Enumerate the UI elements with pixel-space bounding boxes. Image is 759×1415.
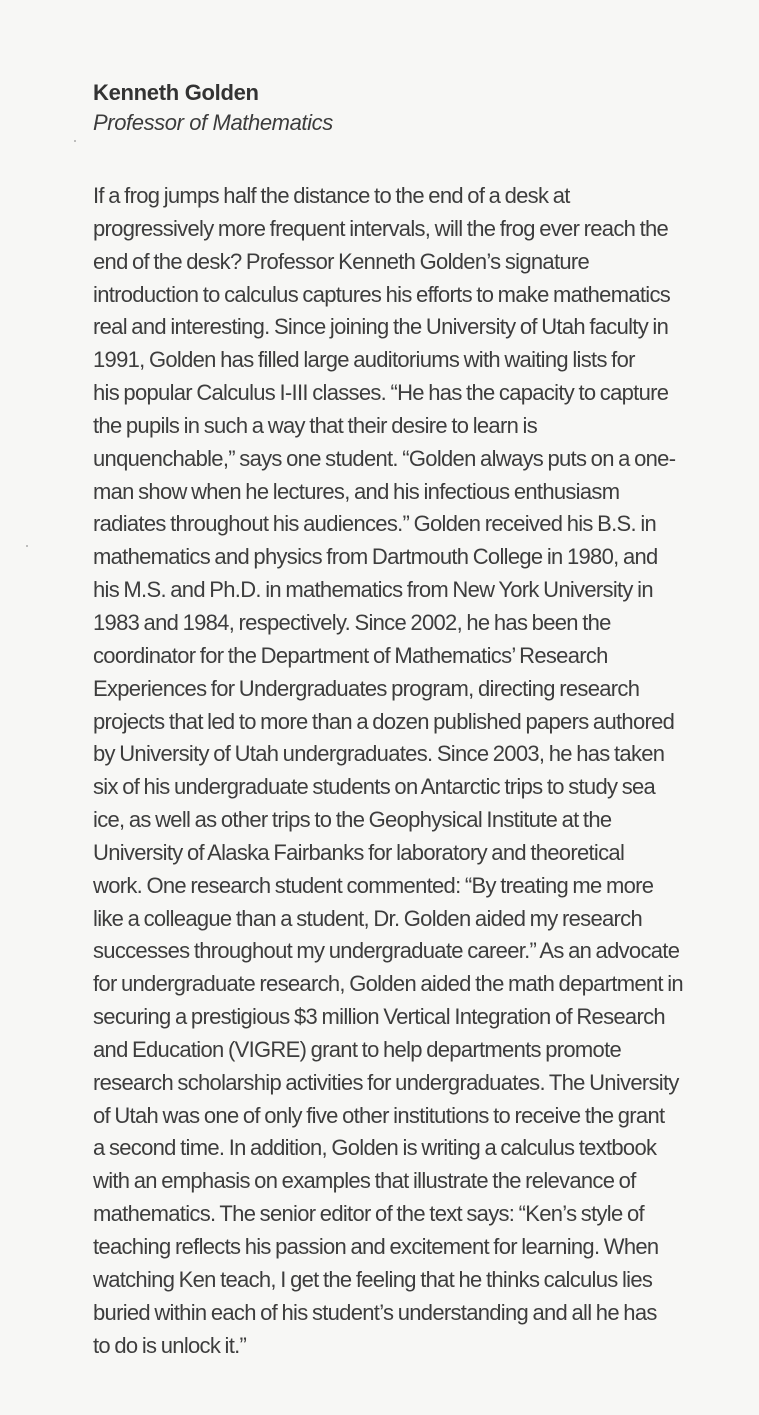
bio-line: If a frog jumps half the distance to the end of a desk at [93, 183, 570, 208]
bio-line: six of his undergraduate students on Antarctic trips to study sea [93, 774, 656, 800]
bio-line: coordinator for the Department of Mathematics’ Research [93, 642, 608, 668]
bio-line: University of Alaska Fairbanks for laboratory and theoretical [93, 839, 625, 865]
bio-line: of Utah was one of only five other institutions to receive the grant [93, 1102, 665, 1128]
profile-name: Kenneth Golden [93, 80, 259, 105]
bio-line: a second time. In addition, Golden is writing a calculus textbook [93, 1135, 657, 1161]
bio-line: Experiences for Undergraduates program, directing research [93, 675, 640, 701]
bio-line: 1991, Golden has filled large auditoriums with waiting lists for [93, 347, 635, 373]
bio-line: like a colleague than a student, Dr. Golden aided my research [93, 905, 642, 931]
bio-line: real and interesting. Since joining the University of Utah faculty in [93, 314, 669, 340]
bio-line: his popular Calculus I-III classes. “He has the capacity to capture [93, 380, 669, 406]
bio-line: end of the desk? Professor Kenneth Golden’s signature [93, 248, 590, 274]
bio-line: ice, as well as other trips to the Geophysical Institute at the [93, 807, 612, 833]
bio-line: 1983 and 1984, respectively. Since 2002, he has been the [93, 609, 611, 635]
bio-line: teaching reflects his passion and excitement for learning. When [93, 1234, 659, 1259]
bio-paragraph [93, 180, 713, 1362]
bio-line: introduction to calculus captures his efforts to make mathematics [93, 281, 671, 307]
bio-line: progressively more frequent intervals, will the frog ever reach the [93, 215, 669, 241]
profile-header [93, 78, 333, 138]
scan-speck [74, 140, 76, 142]
bio-line: projects that led to more than a dozen published papers authored [93, 708, 675, 734]
profile-title: Professor of Mathematics [93, 110, 333, 135]
bio-line: successes throughout my undergraduate career.” As an advocate [93, 938, 680, 964]
bio-line: buried within each of his student’s understanding and all he has [93, 1299, 657, 1325]
bio-line: to do is unlock it.” [93, 1332, 247, 1358]
bio-line: securing a prestigious $3 million Vertical Integration of Research [93, 1004, 665, 1030]
scan-speck [26, 545, 28, 547]
bio-line: watching Ken teach, I get the feeling that he thinks calculus lies [93, 1266, 653, 1292]
bio-line: work. One research student commented: “By treating me more [93, 872, 654, 898]
bio-line: by University of Utah undergraduates. Since 2003, he has taken [93, 741, 665, 767]
bio-line: man show when he lectures, and his infectious enthusiasm [93, 478, 620, 504]
bio-line: unquenchable,” says one student. “Golden always puts on a one- [93, 445, 676, 471]
bio-line: radiates throughout his audiences.” Golden received his B.S. in [93, 511, 657, 537]
bio-line: with an emphasis on examples that illustrate the relevance of [93, 1168, 636, 1194]
bio-line: and Education (VIGRE) grant to help departments promote [93, 1036, 622, 1062]
bio-line: mathematics. The senior editor of the text says: “Ken’s style of [93, 1201, 644, 1227]
bio-line: for undergraduate research, Golden aided the math department in [93, 971, 683, 997]
bio-line: the pupils in such a way that their desire to learn is [93, 412, 538, 438]
bio-line: mathematics and physics from Dartmouth College in 1980, and [93, 544, 658, 570]
bio-line: research scholarship activities for undergraduates. The University [93, 1069, 679, 1095]
bio-line: his M.S. and Ph.D. in mathematics from New York University in [93, 577, 653, 603]
